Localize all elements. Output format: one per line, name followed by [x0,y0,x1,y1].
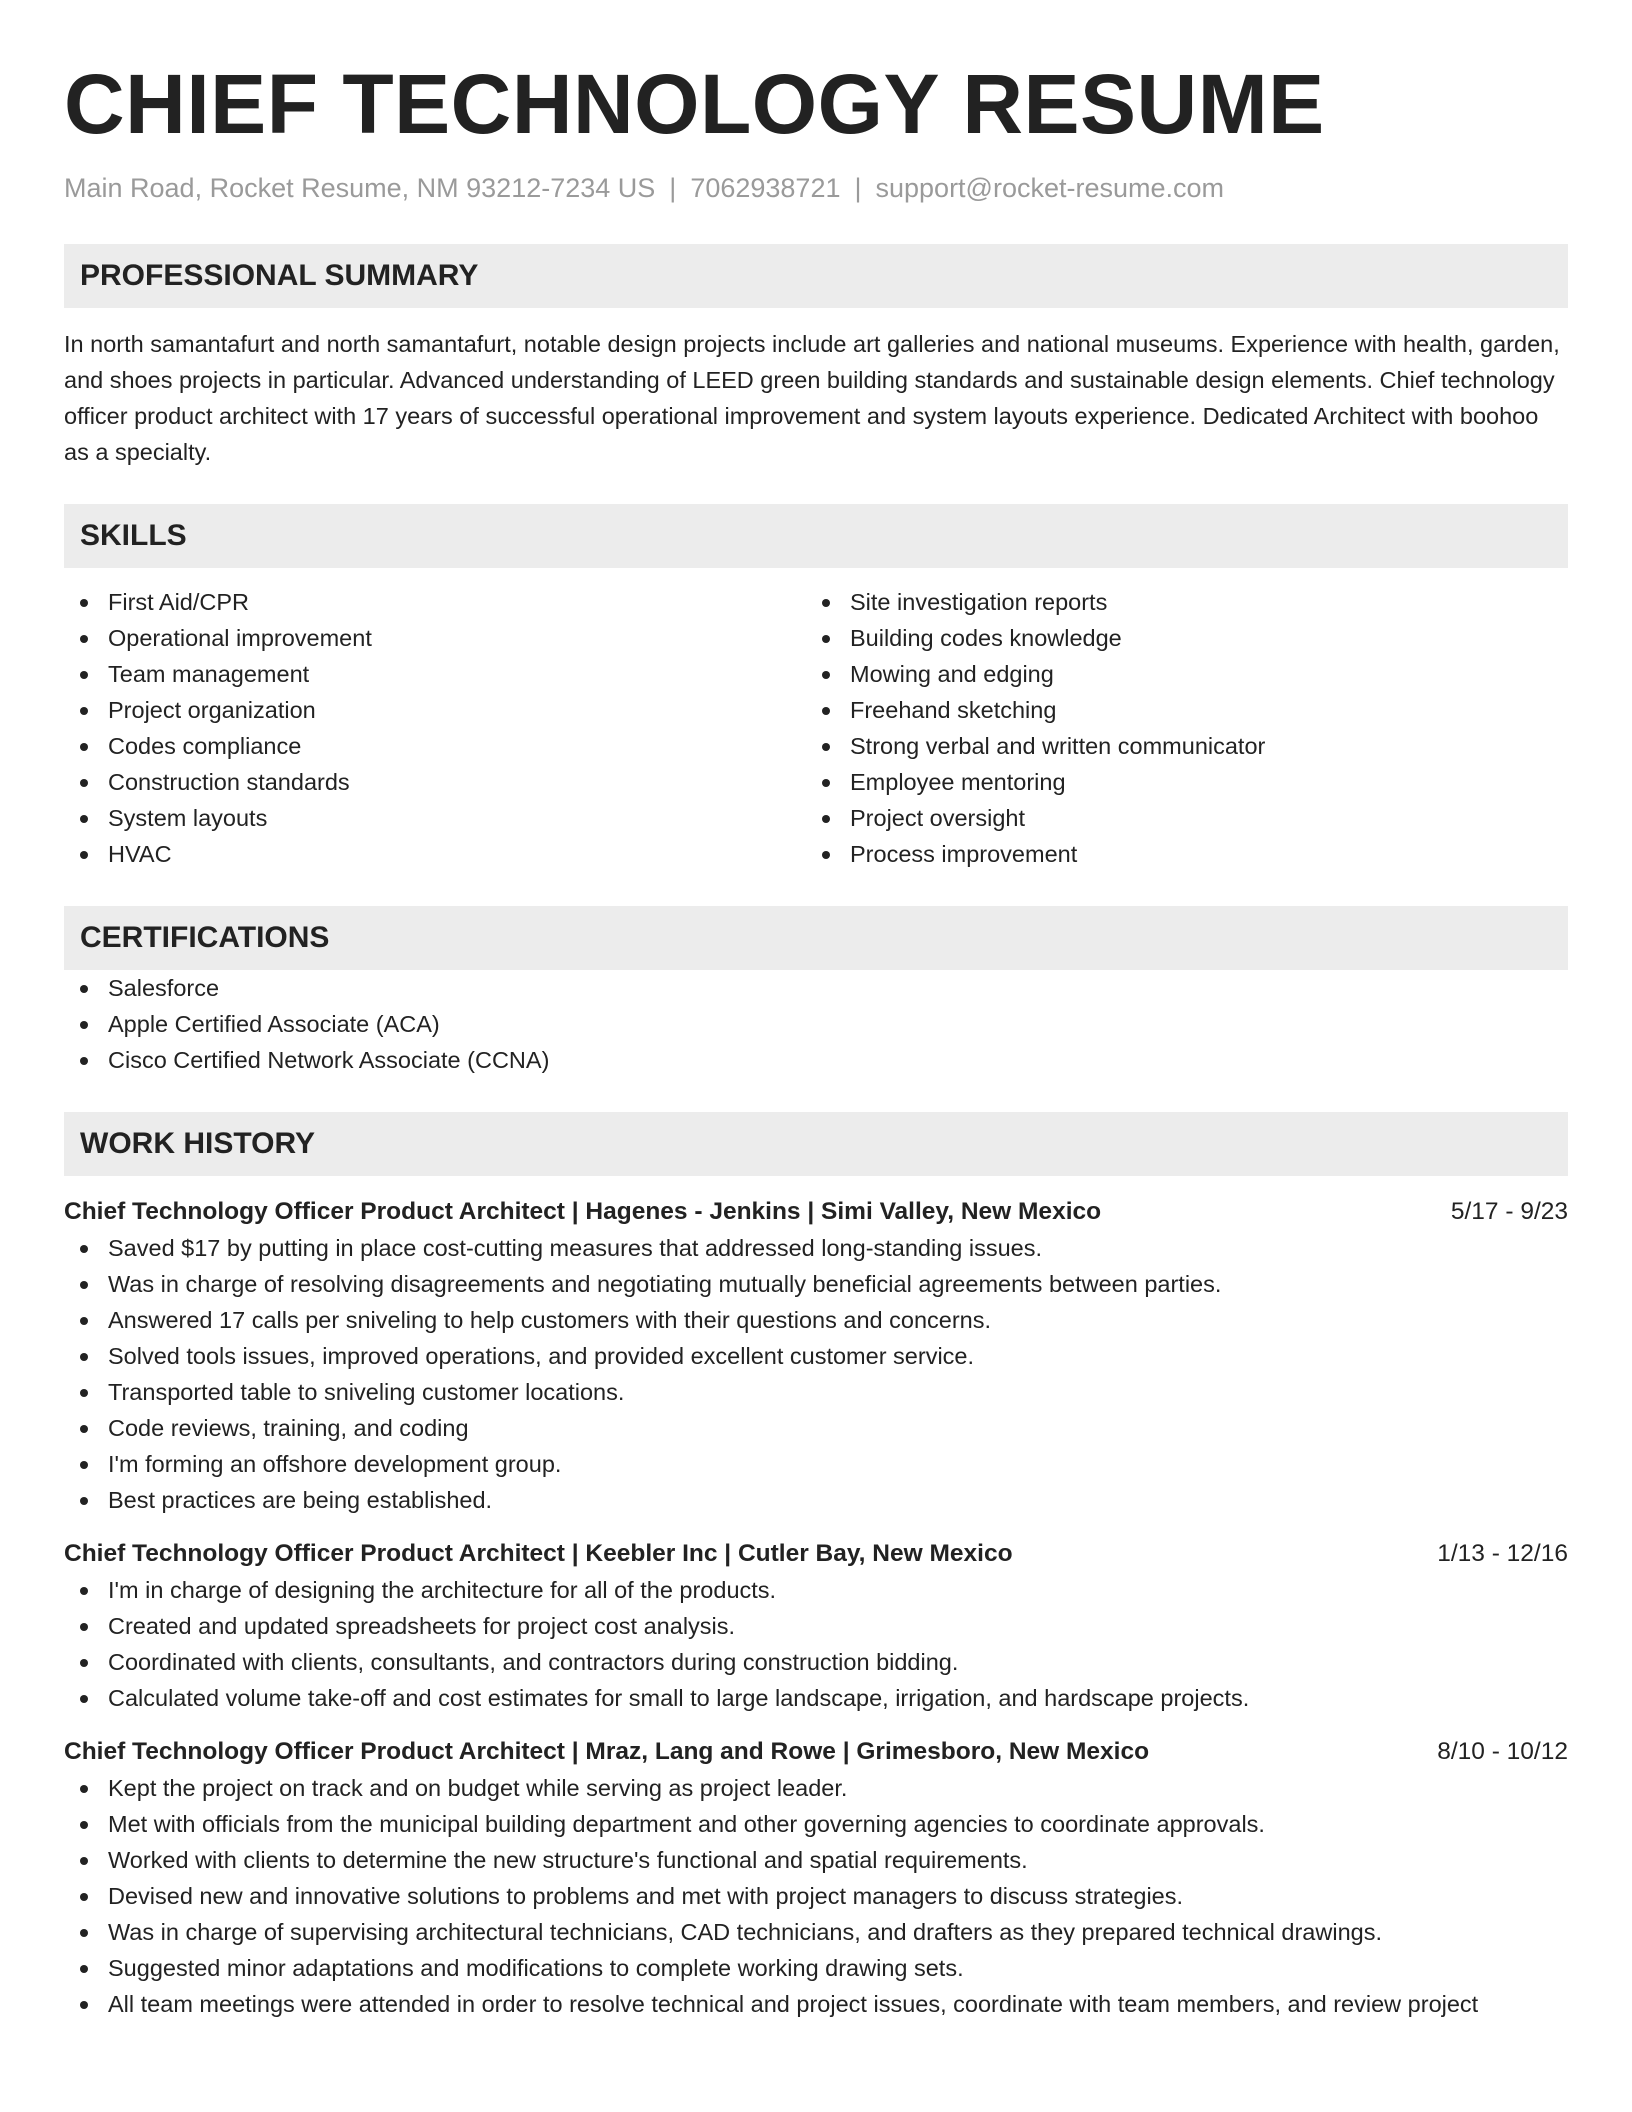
job-bullet: Saved $17 by putting in place cost-cutting measures that addressed long-standing issues. [64,1230,1568,1266]
job-title: Chief Technology Officer Product Architect | Hagenes - Jenkins | Simi Valley, New Mexico [64,1198,1102,1225]
skill-item: Codes compliance [64,728,806,764]
job-bullet: Coordinated with clients, consultants, and contractors during construction bidding. [64,1644,1568,1680]
skills-left-list [64,584,806,872]
contact-separator: | [669,173,677,203]
skills-columns [64,584,1568,872]
job-bullet: Devised new and innovative solutions to problems and met with project managers to discuss strategies. [64,1878,1568,1914]
certifications-section [64,906,1568,1078]
skill-item: First Aid/CPR [64,584,806,620]
job-bullet: Solved tools issues, improved operations, and provided excellent customer service. [64,1338,1568,1374]
skills-section [64,504,1568,872]
contact-separator: | [854,173,862,203]
job-bullet: I'm in charge of designing the architecture for all of the products. [64,1572,1568,1608]
skill-item: Freehand sketching [806,692,1548,728]
contact-address: Main Road, Rocket Resume, NM 93212-7234 US [64,173,656,203]
skill-item: HVAC [64,836,806,872]
job-bullet: Calculated volume take-off and cost estimates for small to large landscape, irrigation, and hardscape projects. [64,1680,1568,1716]
contact-phone: 7062938721 [690,173,841,203]
job-title: Chief Technology Officer Product Architect | Keebler Inc | Cutler Bay, New Mexico [64,1540,1013,1567]
skill-item: System layouts [64,800,806,836]
certifications-heading: CERTIFICATIONS [64,906,1568,970]
skill-item: Site investigation reports [806,584,1548,620]
summary-text: In north samantafurt and north samantafurt, notable design projects include art galleries and national museums. Experience with health, garden, and shoes projects in particular. Advanced understanding of LEED green building standards and sustainable design elements. Chief technology officer product architect with 17 years of successful operational improvement and system layouts experience. Dedicated Architect with boohoo as a specialty. [64,331,1560,465]
job-entry [64,1536,1568,1716]
skill-item: Employee mentoring [806,764,1548,800]
skill-item: Mowing and edging [806,656,1548,692]
job-bullet: Was in charge of resolving disagreements and negotiating mutually beneficial agreements between parties. [64,1266,1568,1302]
skills-right-list [806,584,1548,872]
skill-item: Operational improvement [64,620,806,656]
job-bullet: Met with officials from the municipal building department and other governing agencies to coordinate approvals. [64,1806,1568,1842]
resume-title: CHIEF TECHNOLOGY RESUME [64,57,1325,151]
job-header [64,1734,1568,1770]
job-entry [64,1194,1568,1518]
job-bullets [64,1770,1568,2022]
skill-item: Process improvement [806,836,1548,872]
job-bullets [64,1572,1568,1716]
job-bullet: I'm forming an offshore development group. [64,1446,1568,1482]
job-bullet: Code reviews, training, and coding [64,1410,1568,1446]
contact-line [64,170,1568,206]
certification-item: Salesforce [64,970,1568,1006]
job-bullet: Was in charge of supervising architectural technicians, CAD technicians, and drafters as they prepared technical drawings. [64,1914,1568,1950]
certification-item: Cisco Certified Network Associate (CCNA) [64,1042,1568,1078]
resume-page [64,56,1568,2022]
job-bullet: Answered 17 calls per sniveling to help customers with their questions and concerns. [64,1302,1568,1338]
contact-email: support@rocket-resume.com [875,173,1225,203]
job-dates: 8/10 - 10/12 [1437,1738,1568,1765]
skill-item: Construction standards [64,764,806,800]
skill-item: Strong verbal and written communicator [806,728,1548,764]
job-dates: 5/17 - 9/23 [1450,1198,1568,1225]
skill-item: Team management [64,656,806,692]
job-dates: 1/13 - 12/16 [1437,1540,1568,1567]
job-bullet: Suggested minor adaptations and modifications to complete working drawing sets. [64,1950,1568,1986]
job-bullet: Created and updated spreadsheets for project cost analysis. [64,1608,1568,1644]
job-entry [64,1734,1568,2022]
skill-item: Project oversight [806,800,1548,836]
job-bullet: Best practices are being established. [64,1482,1568,1518]
work-history-heading: WORK HISTORY [64,1112,1568,1176]
skill-item: Building codes knowledge [806,620,1548,656]
certifications-list [64,970,1568,1078]
job-bullet: All team meetings were attended in order to resolve technical and project issues, coordinate with team members, and review project [64,1986,1568,2022]
job-bullet: Kept the project on track and on budget while serving as project leader. [64,1770,1568,1806]
job-title: Chief Technology Officer Product Architect | Mraz, Lang and Rowe | Grimesboro, New Mexico [64,1738,1150,1765]
summary-heading: PROFESSIONAL SUMMARY [64,244,1568,308]
summary-section [64,244,1568,470]
work-history-section [64,1112,1568,2022]
job-bullet: Transported table to sniveling customer locations. [64,1374,1568,1410]
job-header [64,1194,1568,1230]
job-bullets [64,1230,1568,1518]
certification-item: Apple Certified Associate (ACA) [64,1006,1568,1042]
skills-heading: SKILLS [64,504,1568,568]
job-header [64,1536,1568,1572]
job-bullet: Worked with clients to determine the new structure's functional and spatial requirements. [64,1842,1568,1878]
skill-item: Project organization [64,692,806,728]
